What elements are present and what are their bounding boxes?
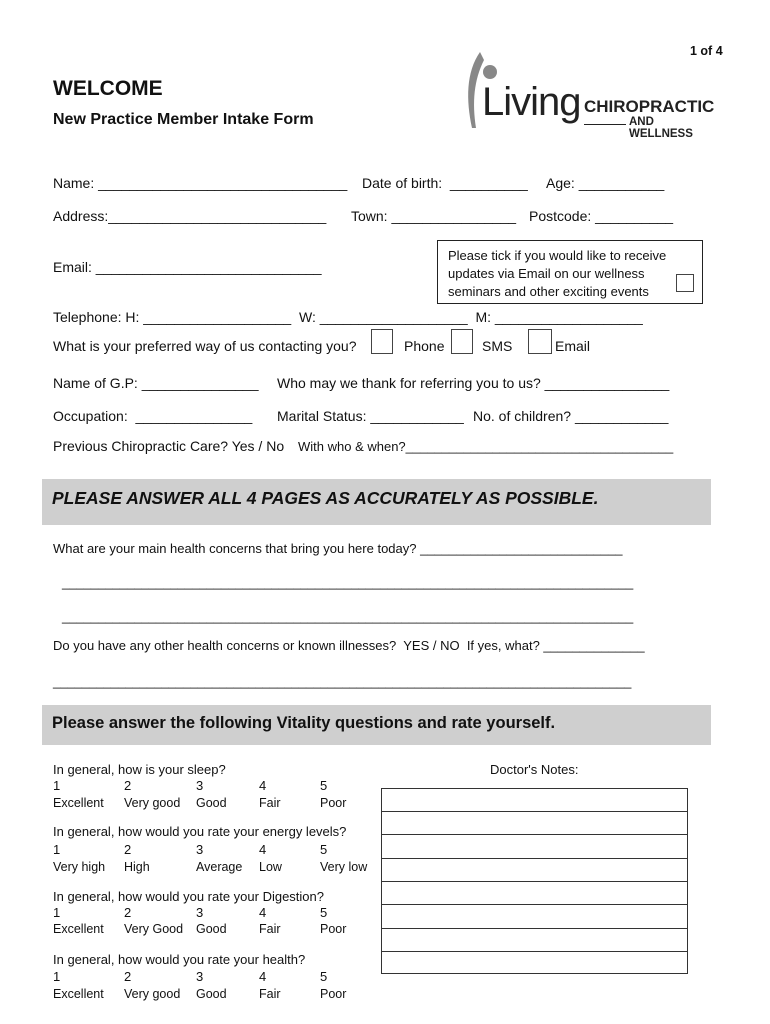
- email-updates-box: [437, 240, 703, 304]
- rating-label-4: Low: [259, 860, 282, 874]
- rating-4[interactable]: 4: [259, 778, 267, 793]
- page-number: 1 of 4: [690, 44, 723, 58]
- age-field[interactable]: Age: ___________: [546, 175, 665, 191]
- rating-label-4: Fair: [259, 922, 281, 936]
- other-illnesses-field[interactable]: Do you have any other health concerns or known illnesses? YES / NO If yes, what? ______________: [53, 638, 645, 653]
- rating-4[interactable]: 4: [259, 842, 267, 857]
- rating-label-1: Very high: [53, 860, 106, 874]
- referral-field[interactable]: Who may we thank for referring you to us? ________________: [277, 375, 670, 391]
- telephone-field[interactable]: Telephone: H: ___________________ W: ___________________ M: ___________________: [53, 309, 643, 325]
- dob-field[interactable]: Date of birth: __________: [362, 175, 528, 191]
- contact-question: What is your preferred way of us contacting you?: [53, 338, 357, 354]
- rating-label-1: Excellent: [53, 796, 104, 810]
- sms-label: SMS: [482, 338, 513, 354]
- rating-label-2: Very Good: [124, 922, 184, 936]
- rating-1[interactable]: 1: [53, 778, 61, 793]
- vitality-banner: [42, 705, 711, 745]
- rating-3[interactable]: 3: [196, 842, 204, 857]
- rating-3[interactable]: 3: [196, 905, 204, 920]
- address-field[interactable]: Address:____________________________: [53, 208, 327, 224]
- rating-label-4: Fair: [259, 796, 281, 810]
- rating-label-3: Good: [196, 796, 227, 810]
- logo-divider: [584, 124, 626, 125]
- rating-label-5: Poor: [320, 922, 347, 936]
- rating-label-5: Poor: [320, 796, 347, 810]
- welcome-heading: WELCOME: [53, 77, 163, 100]
- rating-label-1: Excellent: [53, 922, 104, 936]
- logo-chiropractic: CHIROPRACTIC: [584, 97, 715, 116]
- rating-2[interactable]: 2: [124, 969, 132, 984]
- gp-field[interactable]: Name of G.P: _______________: [53, 375, 259, 391]
- rating-label-2: Very good: [124, 796, 181, 810]
- rating-label-2: Very good: [124, 987, 181, 1001]
- health-concerns-field[interactable]: What are your main health concerns that bring you here today? ____________________________: [53, 541, 623, 556]
- children-field[interactable]: No. of children? ____________: [473, 408, 669, 424]
- accuracy-banner-text: PLEASE ANSWER ALL 4 PAGES AS ACCURATELY AS POSSIBLE.: [52, 488, 599, 508]
- rating-label-5: Poor: [320, 987, 347, 1001]
- doctors-notes-label: Doctor's Notes:: [490, 762, 579, 777]
- email-checkbox[interactable]: [528, 329, 552, 354]
- rating-5[interactable]: 5: [320, 969, 328, 984]
- rating-label-3: Good: [196, 987, 227, 1001]
- rating-label-3: Good: [196, 922, 227, 936]
- question-text: In general, how is your sleep?: [53, 762, 226, 777]
- rating-5[interactable]: 5: [320, 778, 328, 793]
- accuracy-banner: [42, 479, 711, 525]
- rating-5[interactable]: 5: [320, 842, 328, 857]
- rating-label-1: Excellent: [53, 987, 104, 1001]
- rating-1[interactable]: 1: [53, 969, 61, 984]
- rating-4[interactable]: 4: [259, 969, 267, 984]
- question-text: In general, how would you rate your Digestion?: [53, 889, 324, 904]
- email-updates-text: Please tick if you would like to receive updates via Email on our wellness seminars and other exciting events: [448, 248, 667, 299]
- occupation-field[interactable]: Occupation: _______________: [53, 408, 253, 424]
- vitality-banner-text: Please answer the following Vitality questions and rate yourself.: [52, 714, 556, 732]
- rating-2[interactable]: 2: [124, 778, 132, 793]
- rating-4[interactable]: 4: [259, 905, 267, 920]
- rating-label-2: High: [124, 860, 150, 874]
- rating-label-5: Very low: [320, 860, 368, 874]
- health-concerns-line-1[interactable]: _______________________________________________________________________________: [62, 575, 634, 590]
- logo-word: Living: [482, 80, 581, 124]
- living-chiropractic-logo: [462, 50, 717, 140]
- rating-label-3: Average: [196, 860, 243, 874]
- form-subtitle: New Practice Member Intake Form: [53, 111, 314, 128]
- town-field[interactable]: Town: ________________: [351, 208, 517, 224]
- name-field[interactable]: Name: ________________________________: [53, 175, 348, 191]
- rating-label-4: Fair: [259, 987, 281, 1001]
- rating-2[interactable]: 2: [124, 905, 132, 920]
- email-updates-checkbox[interactable]: [676, 274, 694, 292]
- email-label: Email: [555, 338, 591, 354]
- rating-1[interactable]: 1: [53, 842, 61, 857]
- question-text: In general, how would you rate your health?: [53, 952, 306, 967]
- rating-2[interactable]: 2: [124, 842, 132, 857]
- sms-checkbox[interactable]: [451, 329, 473, 354]
- rating-3[interactable]: 3: [196, 778, 204, 793]
- rating-5[interactable]: 5: [320, 905, 328, 920]
- rating-1[interactable]: 1: [53, 905, 61, 920]
- other-illnesses-line[interactable]: ________________________________________________________________________________: [53, 674, 632, 689]
- question-text: In general, how would you rate your energy levels?: [53, 824, 347, 839]
- phone-checkbox[interactable]: [371, 329, 393, 354]
- postcode-field[interactable]: Postcode: __________: [529, 208, 674, 224]
- email-field[interactable]: Email: _____________________________: [53, 259, 322, 275]
- phone-label: Phone: [404, 338, 445, 354]
- marital-status-field[interactable]: Marital Status: ____________: [277, 408, 464, 424]
- logo-wellness: AND WELLNESS: [629, 116, 693, 140]
- previous-care-who-when[interactable]: With who & when?_____________________________________: [298, 439, 674, 454]
- rating-3[interactable]: 3: [196, 969, 204, 984]
- health-concerns-line-2[interactable]: _______________________________________________________________________________: [62, 609, 634, 624]
- previous-care-question[interactable]: Previous Chiropractic Care? Yes / No: [53, 438, 285, 454]
